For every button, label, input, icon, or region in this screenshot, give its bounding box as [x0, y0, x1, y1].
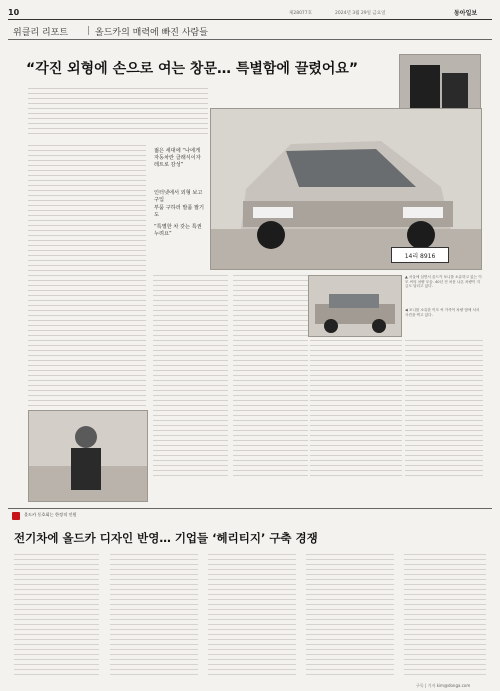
publication-name: 동아일보: [454, 10, 478, 17]
pull-quote-3: 부품 구하러 발품 팔기도: [154, 205, 205, 218]
photo-caption-2: ◀ 포니를 소유한 이모 씨 가족이 차량 옆에 서서 사진을 찍고 있다.: [405, 308, 480, 317]
right-column-text-1: [310, 340, 402, 480]
car-detail-photo: [308, 275, 402, 337]
page-number: 10: [8, 8, 20, 17]
person-illustration: [29, 411, 147, 501]
main-headline: “각진 외형에 손으로 여는 창문… 특별함에 끌렸어요”: [26, 61, 359, 77]
article-label-badge: [12, 512, 20, 520]
section-subject: 올드카의 매력에 빠진 사람들: [95, 28, 208, 38]
second-article-col-4: [306, 554, 394, 679]
middle-column-text-2: [233, 275, 308, 480]
photo-caption-1: ▲ 서울에 살면서 올드카 포니를 소유하고 있는 이모 씨의 차량 모습. 40년 전 처음 나온 차량이 지금도 달리고 있다.: [405, 275, 482, 289]
car-detail-illustration: [309, 276, 401, 336]
date: 2024년 3월 29일 금요일: [335, 11, 386, 16]
header-rule: [8, 19, 492, 20]
person-photo: [28, 410, 148, 502]
license-plate: 14리 8916: [391, 247, 449, 263]
section-divider: [88, 26, 89, 35]
section-label: 위클리 리포트: [13, 28, 69, 38]
section-rule: [8, 39, 492, 40]
second-article-col-5: [404, 554, 486, 679]
middle-column-text: [153, 275, 228, 480]
pull-quote-1: 젊은 세대에 “나에게 자동차란 클래식이자 레트로 감성”: [154, 148, 201, 168]
article-divider: [8, 508, 492, 509]
pull-quote-4: “특별한 차 갖는 특권 누려요”: [154, 224, 202, 237]
second-article-author: 구독 | 기자 kim@donga.com: [416, 683, 471, 688]
second-article-col-1: [14, 554, 99, 679]
pull-quote-2: 인터넷에서 외형 보고 구입: [154, 190, 203, 203]
article-label-text: 올드카 동호회는 한정적 인원: [24, 512, 77, 517]
car-photo: [210, 108, 482, 270]
left-column-text: [28, 145, 146, 415]
issue-info: 제28077호: [289, 11, 313, 16]
lead-text: [28, 88, 208, 134]
person-2: [442, 73, 468, 109]
second-headline: 전기차에 올드카 디자인 반영… 기업들 ‘헤리티지’ 구축 경쟁: [14, 531, 318, 545]
second-article-col-3: [208, 554, 296, 679]
right-column-text-2: [405, 340, 483, 480]
person-1: [410, 65, 440, 109]
family-photo: [399, 54, 481, 111]
car-illustration: [211, 109, 481, 269]
second-article-col-2: [110, 554, 198, 679]
